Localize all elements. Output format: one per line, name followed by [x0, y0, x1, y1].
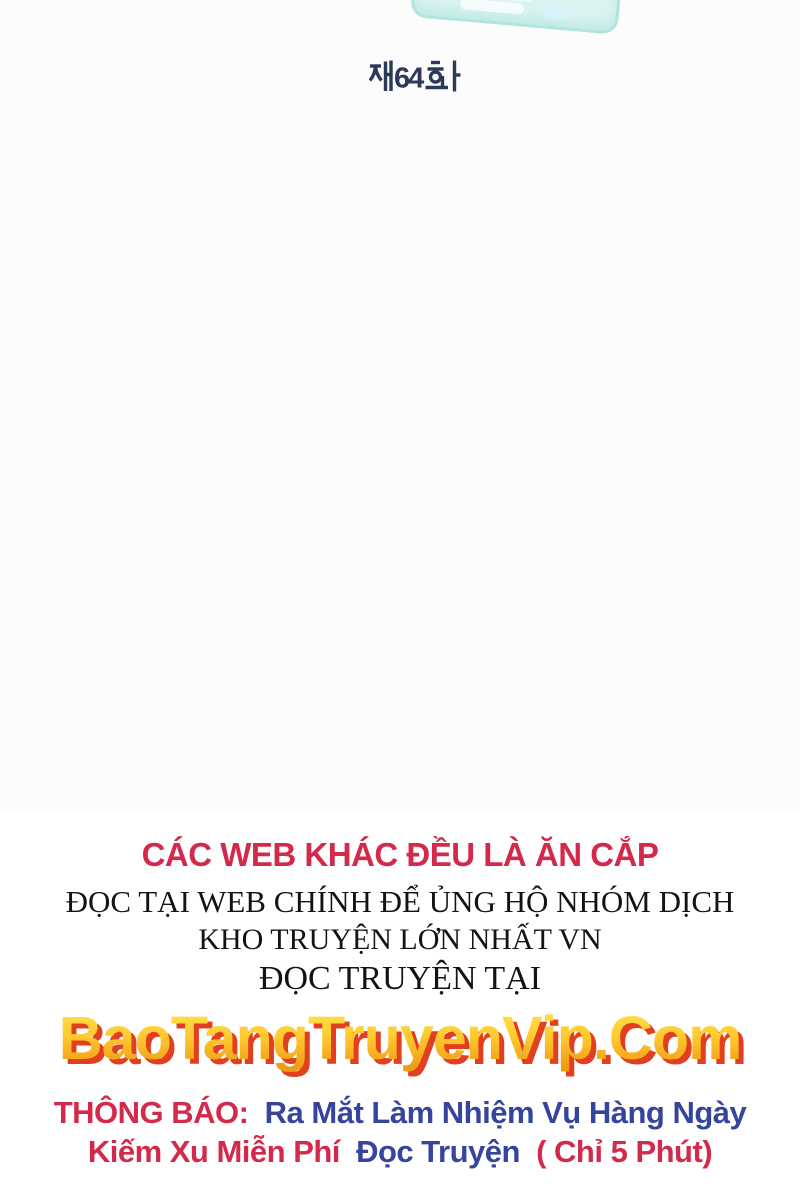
chapter-title	[369, 60, 461, 93]
site-url-text: BaoTangTruyenVip.Com	[58, 1004, 742, 1073]
promo-read-at-line: ĐỌC TRUYỆN TẠI	[258, 960, 542, 998]
notice-line-2	[0, 1135, 800, 1169]
panel-corner-fragment	[410, 0, 626, 35]
promo-support-line: ĐỌC TẠI WEB CHÍNH ĐỂ ỦNG HỘ NHÓM DỊCH	[65, 884, 735, 919]
chapter-number: 64	[394, 62, 423, 93]
notice2-red-part: Kiếm Xu Miễn Phí	[87, 1134, 340, 1170]
notice-label: THÔNG BÁO:	[53, 1095, 249, 1131]
panel-highlight	[541, 5, 576, 21]
notice-line-1	[0, 1096, 800, 1130]
notice-text: Ra Mắt Làm Nhiệm Vụ Hàng Ngày	[264, 1095, 747, 1131]
promo-library-line: KHO TRUYỆN LỚN NHẤT VN	[198, 922, 602, 956]
notice2-tail-part: ( Chỉ 5 Phút)	[536, 1134, 713, 1170]
chapter-title-glyphs	[369, 60, 461, 93]
site-url-logotype	[0, 1006, 800, 1072]
promo-warning-heading: CÁC WEB KHÁC ĐỀU LÀ ĂN CẮP	[141, 836, 659, 873]
translator-promo-block	[0, 812, 800, 1200]
panel-highlight	[460, 0, 525, 15]
notice2-blue-part: Đọc Truyện	[356, 1134, 520, 1170]
